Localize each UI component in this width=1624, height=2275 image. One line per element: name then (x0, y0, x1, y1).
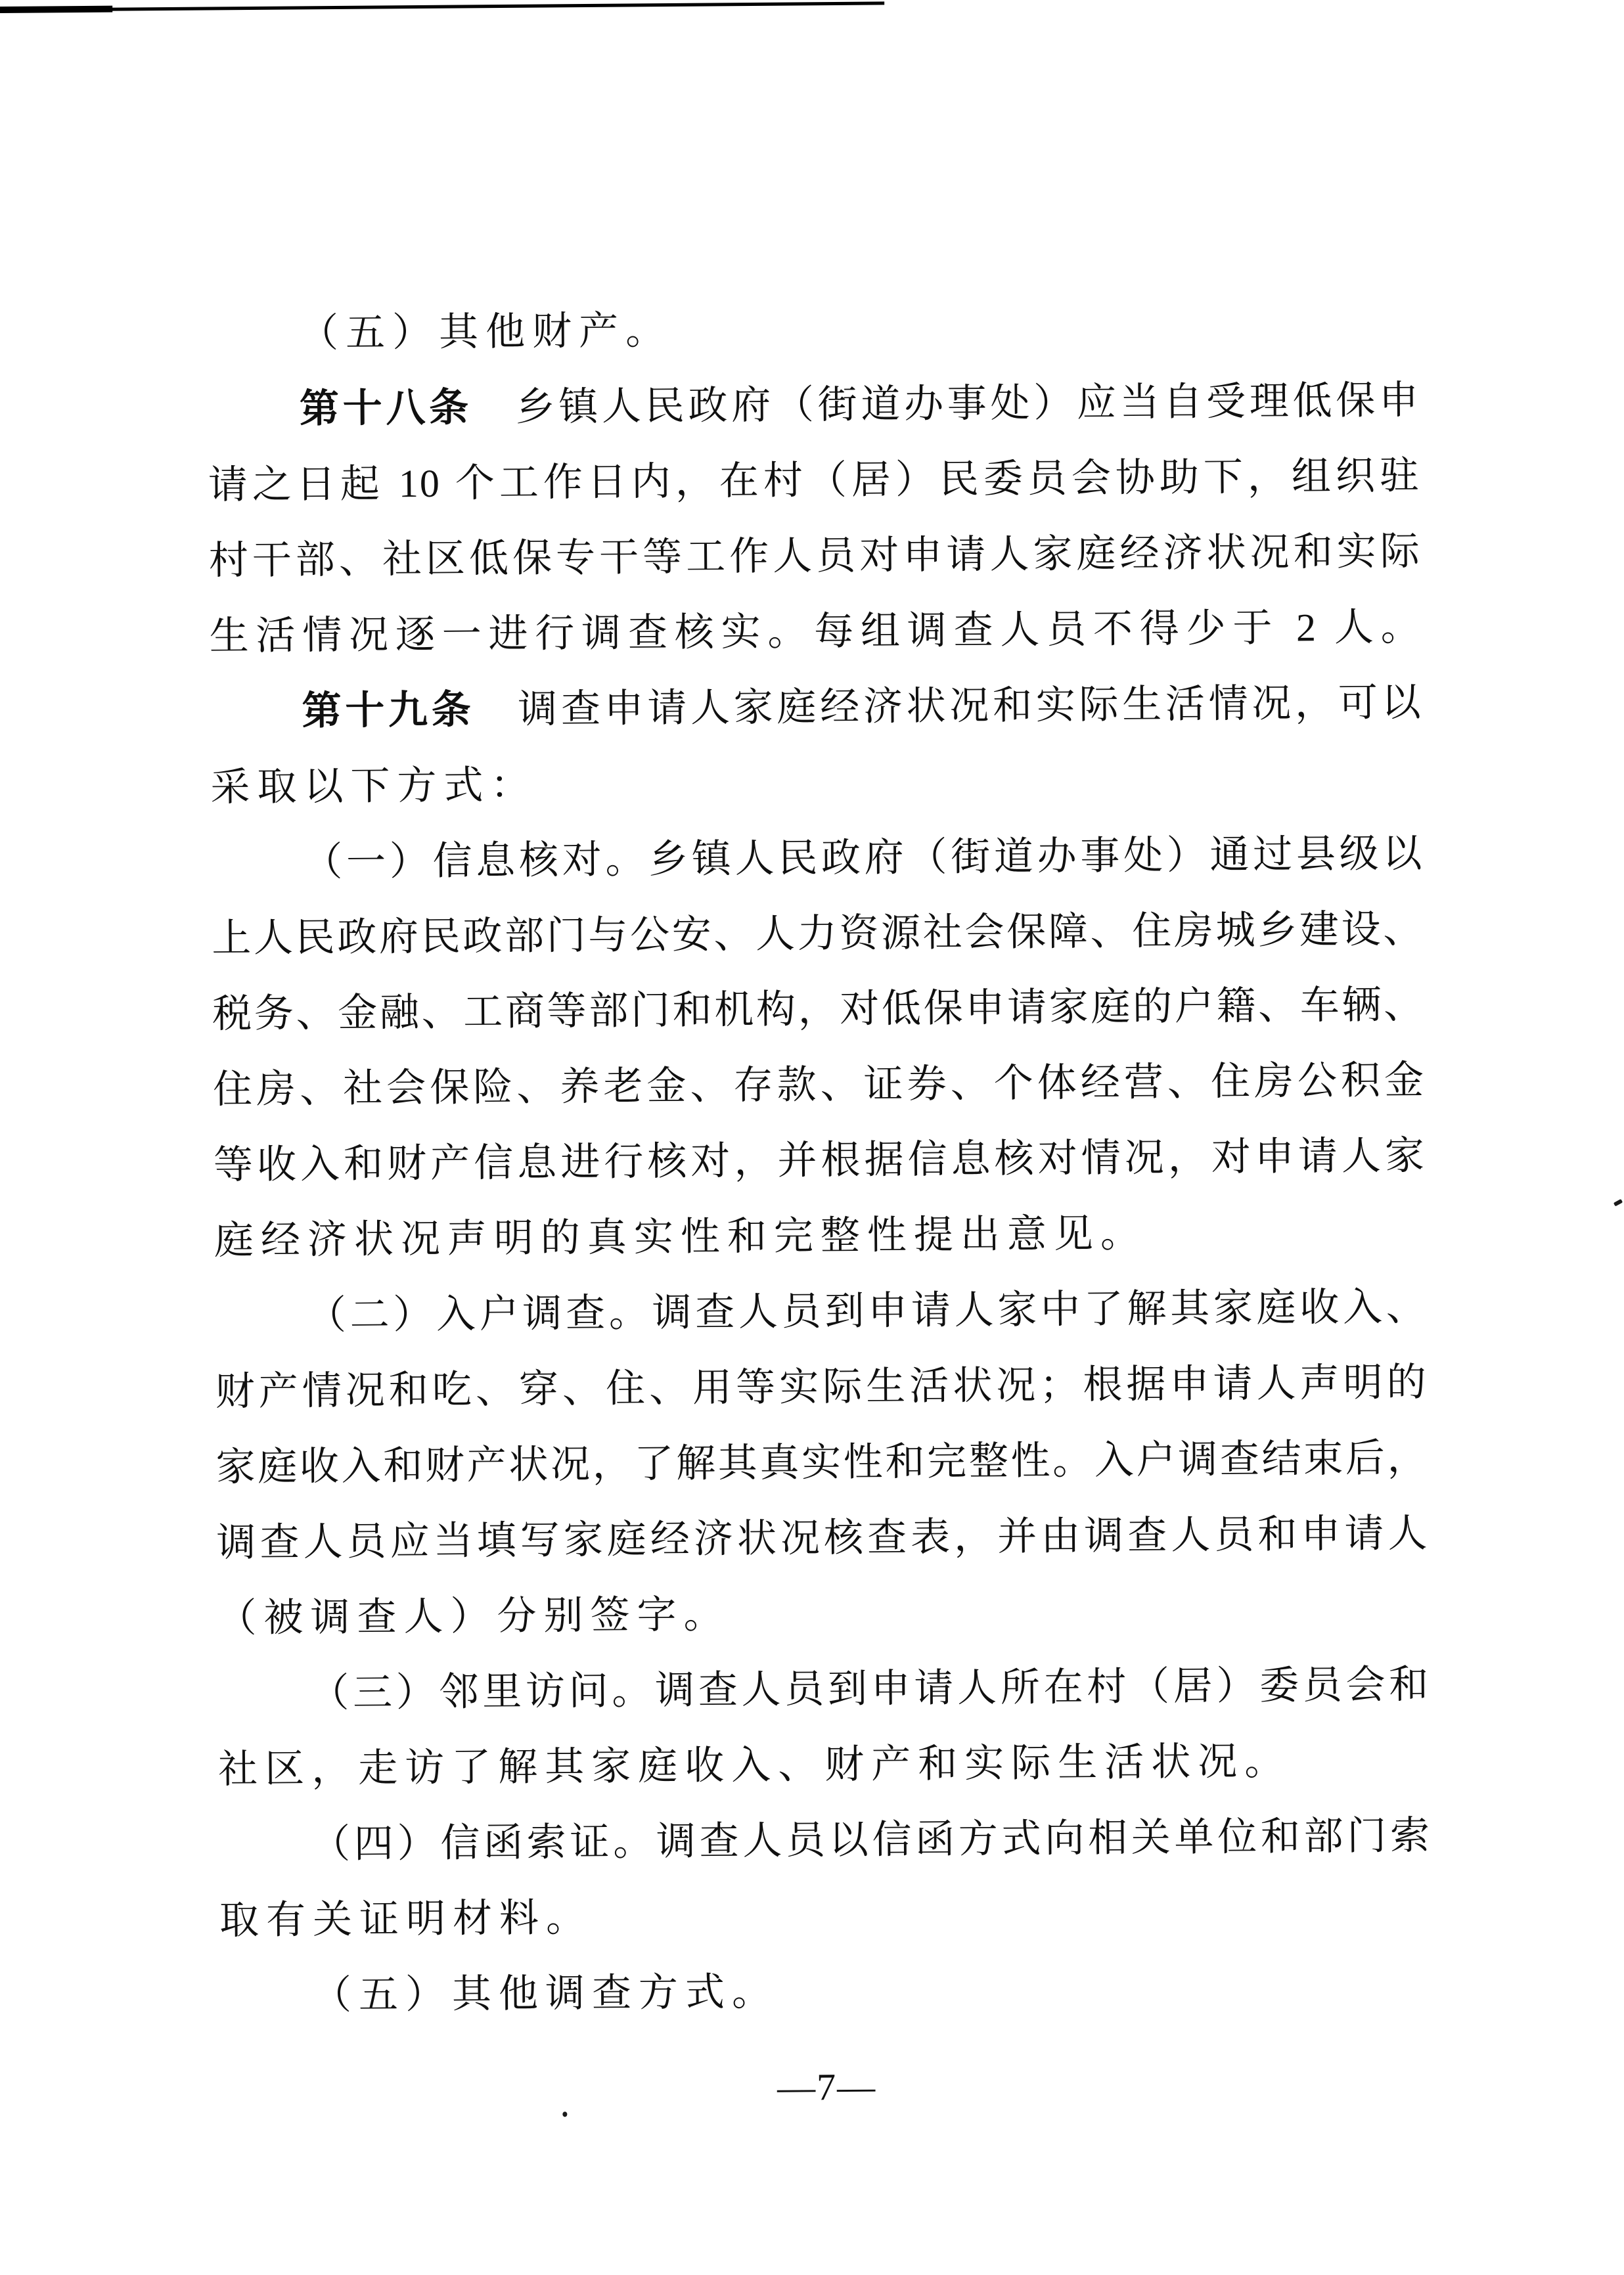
text-line (213, 1043, 1426, 1127)
line-text: 采取以下方式： (210, 763, 537, 809)
text-line (218, 1723, 1431, 1807)
text-line (209, 589, 1422, 674)
text-line (217, 1647, 1430, 1732)
text-line (210, 665, 1422, 750)
line-text: 庭经济状况声明的真实性和完整性提出意见。 (214, 1211, 1148, 1263)
text-line (210, 740, 1423, 825)
line-text: 请之日起 10 个工作日内，在村（居）民委员会协助下，组织驻 (208, 454, 1421, 507)
article-number: 第十九条 (302, 688, 475, 733)
text-line (208, 363, 1420, 447)
text-line (217, 1571, 1430, 1656)
line-text: 住房、社会保险、养老金、存款、证券、个体经营、住房公积金 (212, 1058, 1426, 1112)
line-text: （五）其他财产。 (298, 308, 673, 355)
line-text: 村干部、社区低保专干等工作人员对申请人家庭经济状况和实际 (208, 529, 1421, 583)
text-line (214, 1194, 1426, 1278)
line-text: （五）其他调查方式。 (311, 1970, 779, 2017)
text-line (214, 1118, 1426, 1203)
text-line (215, 1345, 1428, 1430)
line-text: 财产情况和吃、穿、住、用等实际生活状况；根据申请人声明的 (215, 1360, 1428, 1414)
text-line (212, 891, 1424, 976)
page-number: —7— (777, 2065, 877, 2109)
line-text: 生活情况逐一进行调查核实。每组调查人员不得少于 2 人。 (209, 605, 1422, 658)
text-line (219, 1874, 1432, 1958)
line-text: （四）信函索证。调查人员以信函方式向相关单位和部门索 (310, 1813, 1432, 1866)
scan-streak (0, 1, 884, 12)
line-text: 乡镇人民政府（街道办事处）应当自受理低保申 (472, 378, 1420, 430)
line-text: （被调查人）分别签字。 (217, 1592, 731, 1640)
line-text: 家庭收入和财产状况，了解其真实性和完整性。入户调查结束后， (215, 1435, 1428, 1489)
text-line (211, 816, 1424, 901)
line-text: 取有关证明材料。 (219, 1895, 593, 1943)
line-text: 等收入和财产信息进行核对，并根据信息核对情况，对申请人家 (213, 1133, 1426, 1187)
line-text: 调查申请人家庭经济状况和实际生活情况，可以 (474, 681, 1422, 732)
line-text: （一）信息核对。乡镇人民政府（街道办事处）通过县级以 (303, 832, 1424, 884)
text-line (208, 514, 1421, 598)
line-text: 上人民政府民政部门与公安、人力资源社会保障、住房城乡建设、 (212, 907, 1424, 960)
line-text: （三）邻里访问。调查人员到申请人所在村（居）委员会和 (309, 1662, 1430, 1715)
text-line (207, 287, 1420, 372)
text-line (219, 1798, 1432, 1883)
text-line (208, 438, 1420, 523)
text-line (219, 1949, 1432, 2034)
line-text: 社区，走访了解其家庭收入、财产和实际生活状况。 (217, 1739, 1292, 1791)
scan-speck (1613, 1199, 1623, 1206)
text-line (216, 1496, 1429, 1581)
line-text: 调查人员应当填写家庭经济状况核查表，并由调查人员和申请人 (216, 1511, 1429, 1565)
text-line (212, 967, 1425, 1052)
text-line (215, 1420, 1428, 1505)
article-number: 第十八条 (299, 386, 473, 431)
text-line (214, 1269, 1427, 1354)
line-text: 税务、金融、工商等部门和机构，对低保申请家庭的户籍、车辆、 (212, 983, 1425, 1036)
line-text: （二）入户调查。调查人员到申请人家中了解其家庭收入、 (306, 1284, 1428, 1338)
scan-streak (0, 6, 112, 13)
document-body (207, 287, 1433, 2034)
